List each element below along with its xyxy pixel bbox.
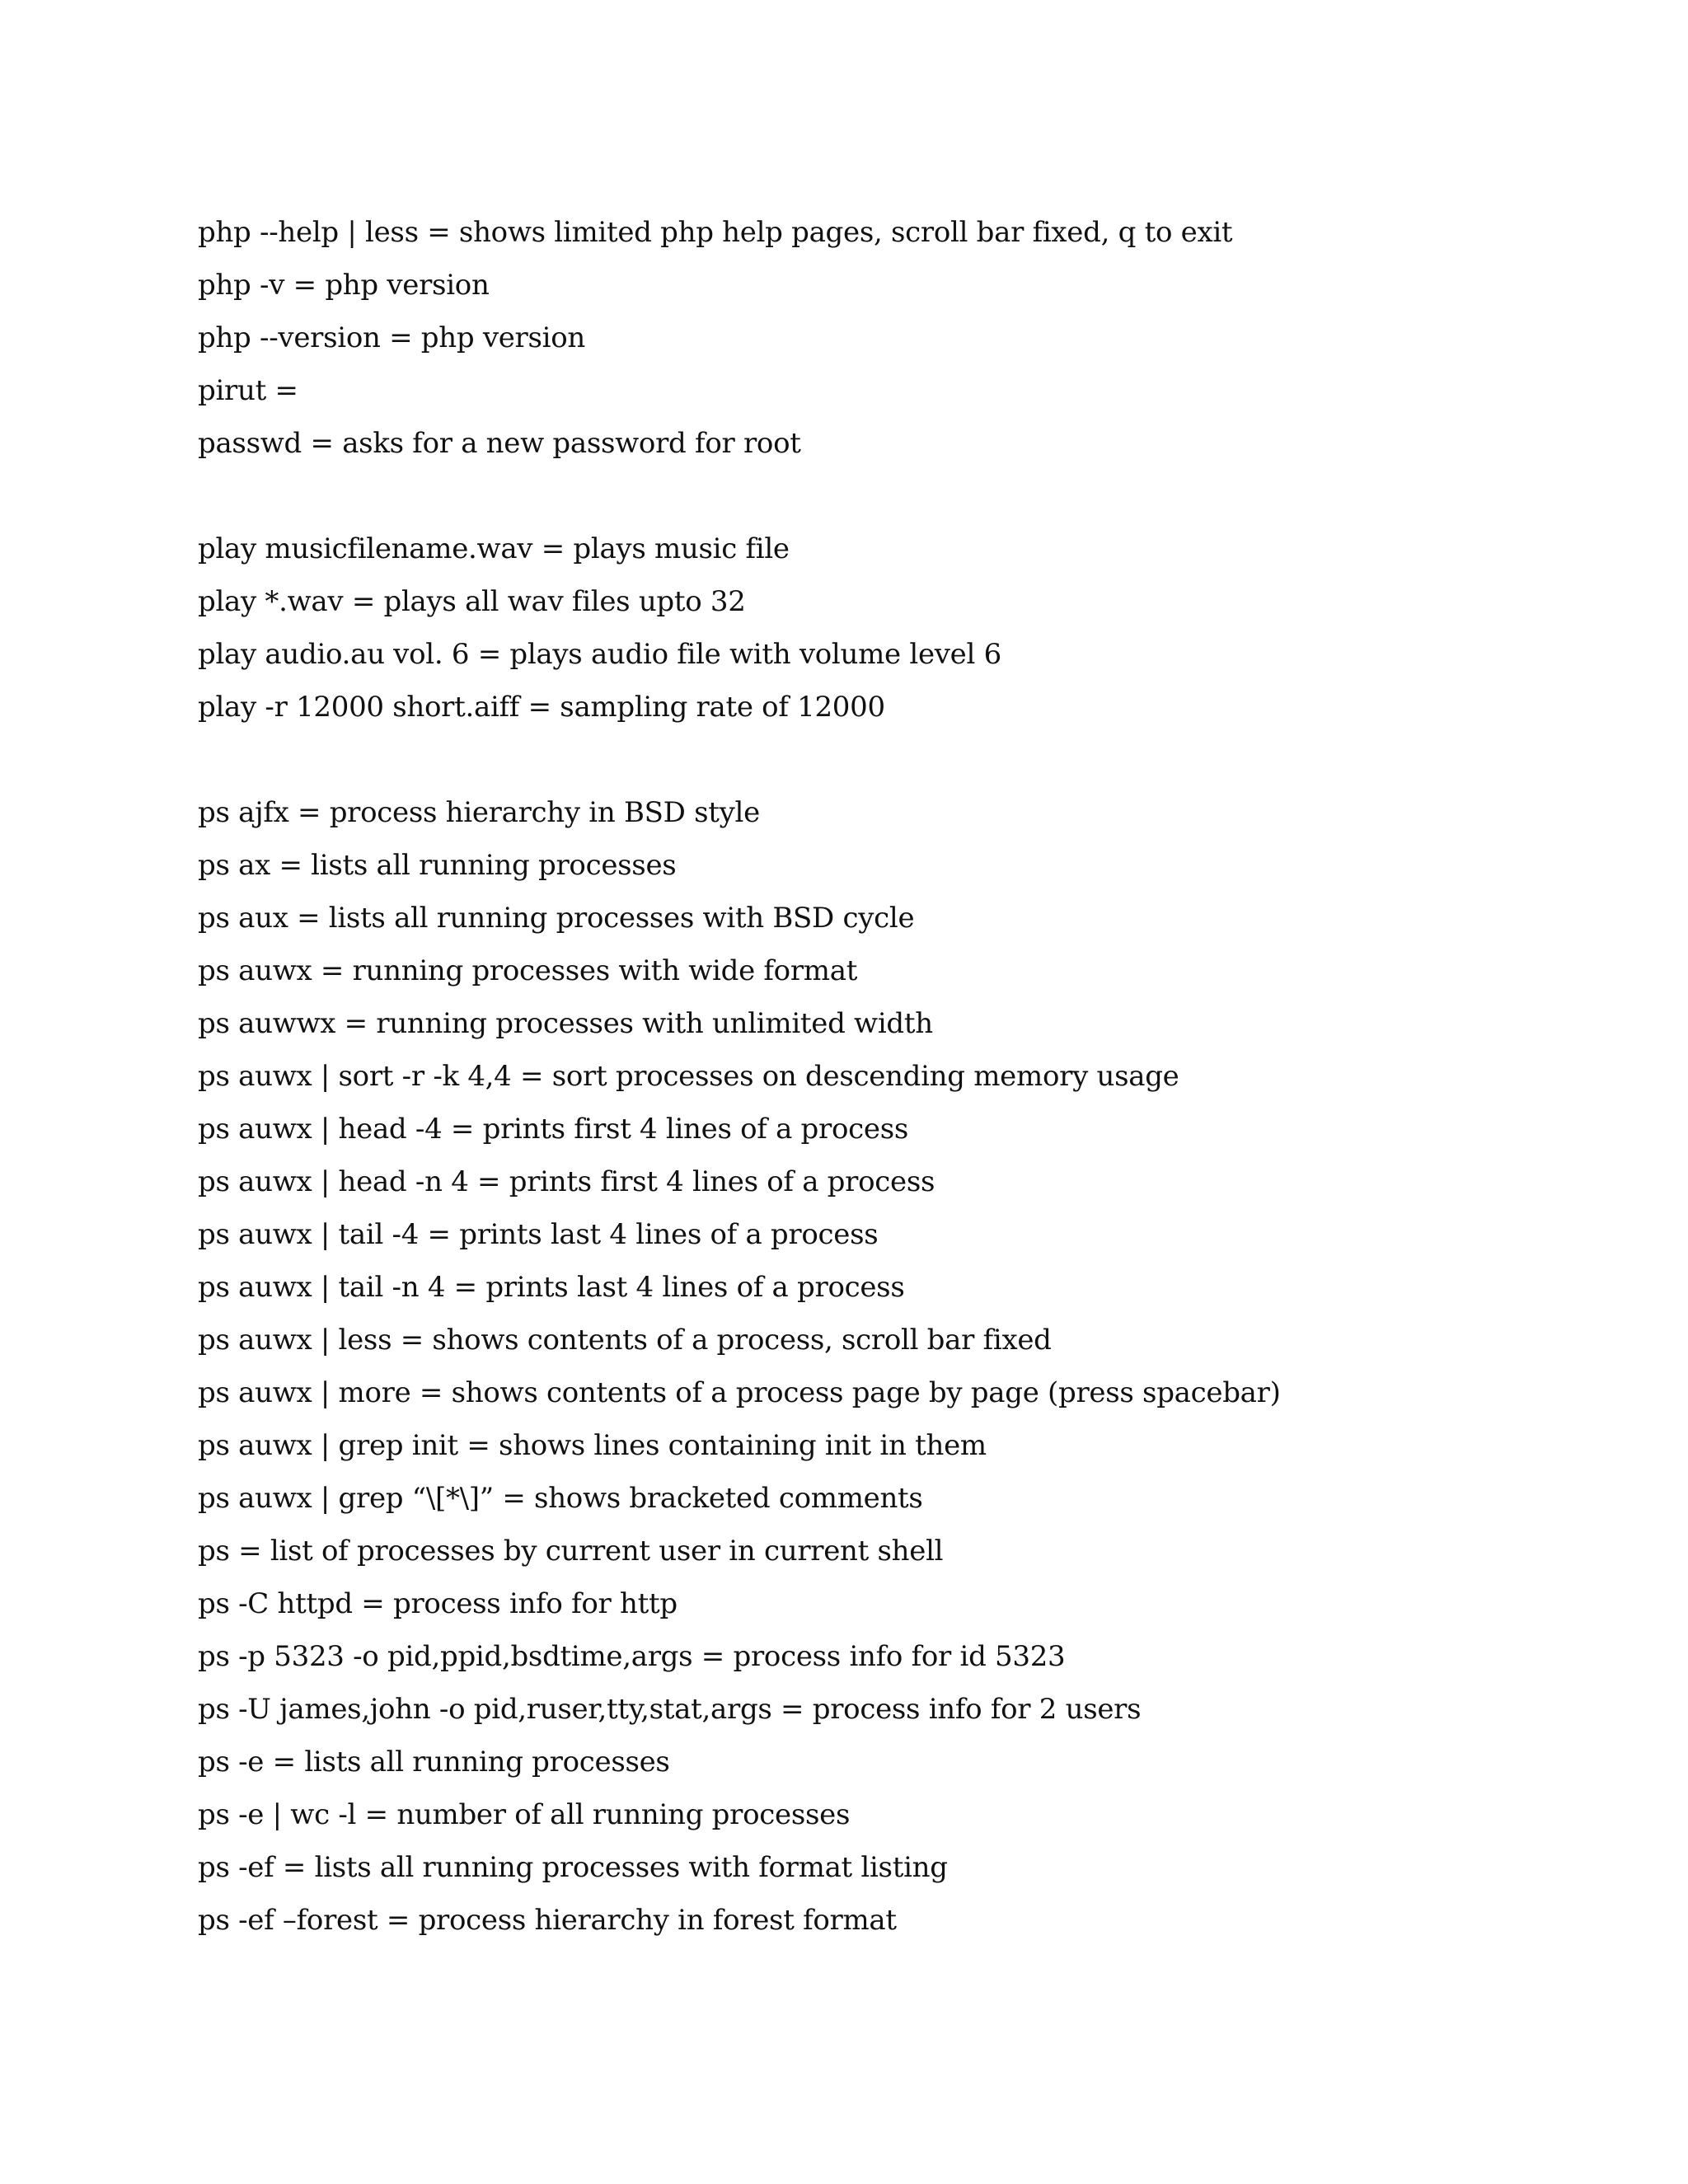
text-line: play -r 12000 short.aiff = sampling rate of 12000 <box>198 691 885 724</box>
text-line: pirut = <box>198 374 298 407</box>
text-line: ps -C httpd = process info for http <box>198 1587 678 1620</box>
text-line: ps auwx | sort -r -k 4,4 = sort processes on descending memory usage <box>198 1060 1179 1093</box>
text-line: ps auwwx = running processes with unlimited width <box>198 1007 933 1040</box>
text-line: ps -e | wc -l = number of all running processes <box>198 1798 851 1831</box>
text-line: play audio.au vol. 6 = plays audio file with volume level 6 <box>198 638 1001 671</box>
text-line: php --version = php version <box>198 321 585 354</box>
text-line: ps ajfx = process hierarchy in BSD style <box>198 796 760 829</box>
text-line: ps auwx = running processes with wide format <box>198 954 858 987</box>
text-line: ps -ef = lists all running processes with format listing <box>198 1851 948 1884</box>
document-body <box>198 206 1599 1947</box>
text-line: play *.wav = plays all wav files upto 32 <box>198 585 746 618</box>
text-line: ps auwx | head -n 4 = prints first 4 lines of a process <box>198 1165 935 1198</box>
text-line: ps aux = lists all running processes with BSD cycle <box>198 902 915 935</box>
text-line: ps -p 5323 -o pid,ppid,bsdtime,args = process info for id 5323 <box>198 1640 1066 1673</box>
php-commands-section <box>198 206 1599 470</box>
text-line: ps auwx | grep init = shows lines containing init in them <box>198 1429 987 1462</box>
text-line: ps ax = lists all running processes <box>198 849 677 882</box>
text-line: ps auwx | tail -n 4 = prints last 4 lines of a process <box>198 1271 905 1304</box>
text-line: ps -e = lists all running processes <box>198 1746 670 1779</box>
text-line: php --help | less = shows limited php help pages, scroll bar fixed, q to exit <box>198 216 1233 249</box>
text-line: ps auwx | head -4 = prints first 4 lines of a process <box>198 1113 909 1146</box>
text-line: ps auwx | less = shows contents of a process, scroll bar fixed <box>198 1324 1052 1357</box>
play-commands-section <box>198 523 1599 733</box>
text-line: ps auwx | more = shows contents of a process page by page (press spacebar) <box>198 1376 1281 1409</box>
text-line: ps = list of processes by current user in current shell <box>198 1535 944 1568</box>
ps-commands-section <box>198 786 1599 1947</box>
text-line: passwd = asks for a new password for root <box>198 427 801 460</box>
text-line: ps auwx | tail -4 = prints last 4 lines of a process <box>198 1218 879 1251</box>
text-line: ps -U james,john -o pid,ruser,tty,stat,args = process info for 2 users <box>198 1693 1142 1726</box>
text-line: php -v = php version <box>198 269 490 302</box>
text-line: ps -ef –forest = process hierarchy in forest format <box>198 1904 897 1937</box>
text-line: ps auwx | grep “\[*\]” = shows bracketed comments <box>198 1482 923 1515</box>
text-line: play musicfilename.wav = plays music file <box>198 532 790 565</box>
